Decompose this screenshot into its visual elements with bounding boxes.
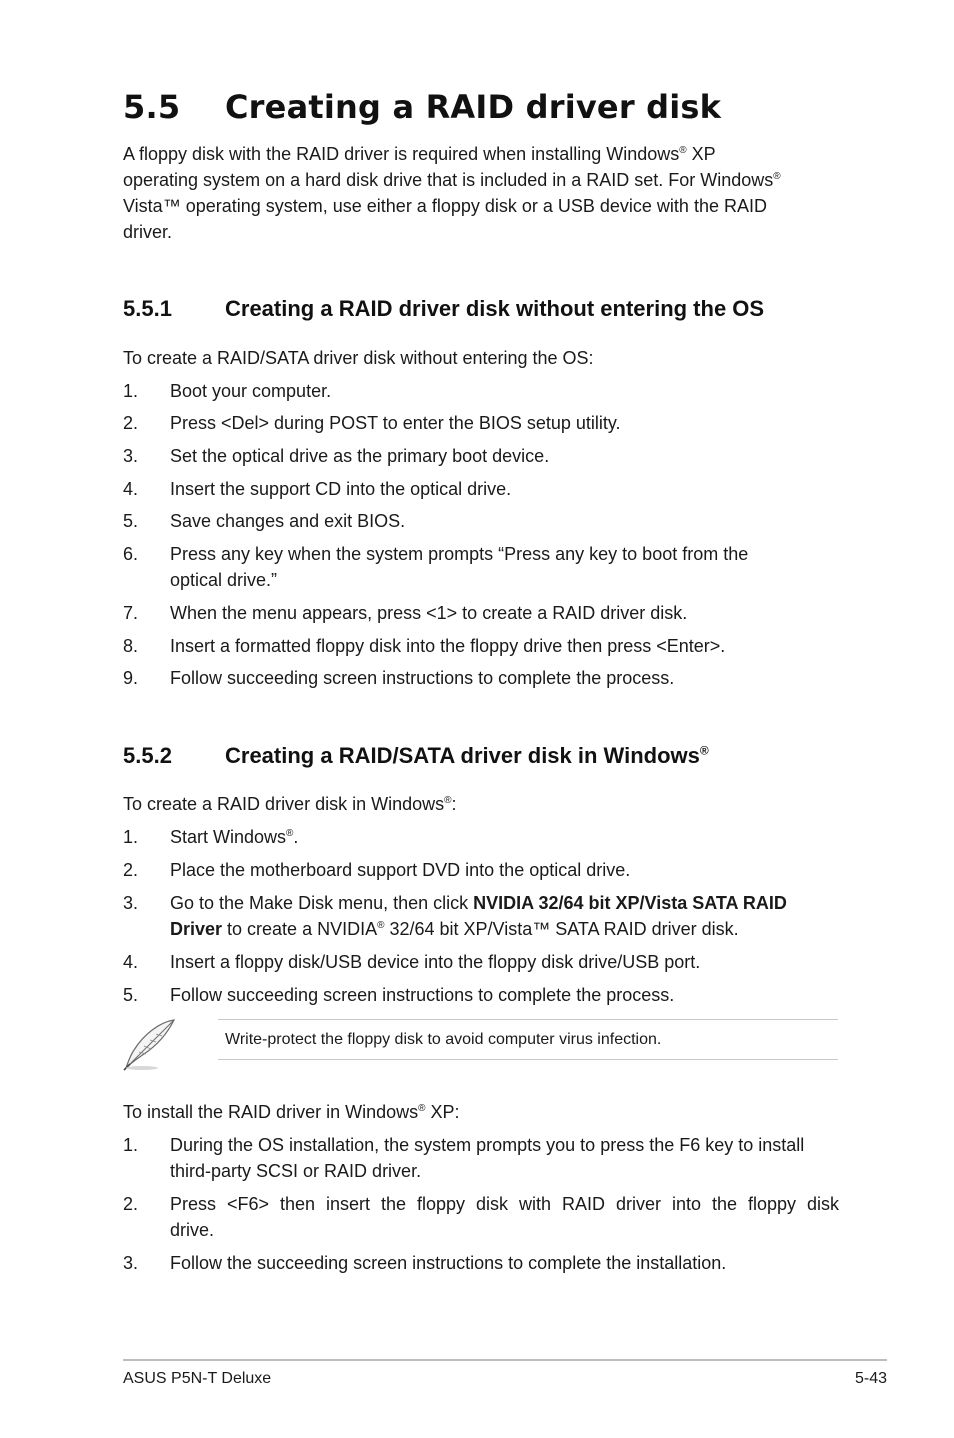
footer-rule: [123, 1359, 887, 1361]
title-number: 5.5: [123, 88, 181, 126]
note-bottom-rule: [218, 1059, 838, 1060]
section-heading-5-5-1: 5.5.1 Creating a RAID driver disk without entering the OS: [123, 296, 765, 321]
intro-line-3: Vista™ operating system, use either a floppy disk or a USB device with the RAID: [123, 196, 767, 216]
section-heading-5-5-2: 5.5.2 Creating a RAID/SATA driver disk in Windows®: [123, 743, 709, 768]
footer-product-name: ASUS P5N-T Deluxe: [123, 1370, 272, 1387]
title-text: Creating a RAID driver disk: [225, 88, 722, 126]
section2-lead: To create a RAID driver disk in Windows®:: [123, 794, 457, 814]
note-top-rule: [218, 1019, 838, 1020]
intro-line-4: driver.: [123, 222, 173, 242]
install-lead: To install the RAID driver in Windows® XP:: [123, 1102, 460, 1122]
footer-page-number: 5-43: [854, 1370, 887, 1387]
intro-line-1: A floppy disk with the RAID driver is required when installing Windows® XP: [123, 144, 716, 164]
note-text: Write-protect the floppy disk to avoid computer virus infection.: [225, 1031, 662, 1048]
feather-quill-icon: [120, 1016, 178, 1072]
intro-line-2: operating system on a hard disk drive that is included in a RAID set. For Windows®: [123, 170, 781, 190]
section1-lead: To create a RAID/SATA driver disk without entering the OS:: [123, 348, 594, 368]
page-title: [123, 88, 721, 126]
manual-page: 5.5 Creating a RAID driver disk A floppy disk with the RAID driver is required when installing Windows® XP operating system on a hard disk drive that is included in a RAID set. For Windows® Vista™ operating system, use either a floppy disk or a USB device with the RAID driver. 5.5.1 Creating a RAID driver disk without entering the OS To create a RAID/SATA driver disk without entering the OS: 1. Boot your computer. 2. Press <Del> during POST to enter the BIOS setup utility. 3. Set the optical drive as the primary boot device. 4. Insert the support CD into the optical drive. 5. Save changes and exit BIOS. 6. Press any key when the system prompts “Press any key to boot from the optical drive.” 7. When the menu appears, press <1> to create a RAID driver disk. 8. Insert a formatted floppy disk into the floppy drive then press <Enter>. 9. Follow succeeding screen instructions to complete the process. 5.5.2 Creating a RAID/SATA driver disk in Windows® To create a RAID driver disk in Windows®: 1. Start Windows®. 2. Place the motherboard support DVD into the optical drive. 3. Go to the Make Disk menu, then click NVIDIA 32/64 bit XP/Vista SATA RAID Driver to create a NVIDIA® 32/64 bit XP/Vista™ SATA RAID driver disk. 4. Insert a floppy disk/USB device into the floppy disk drive/USB port. 5. Follow succeeding screen instructions to complete the process. Write-protect the floppy disk to avoid computer virus infection. To install the RAID driver in Windows® XP: 1. During the OS installation, the system prompts you to press the F6 key to install third-party SCSI or RAID driver. 2. Press <F6> then insert the floppy disk with RAID driver into the floppy disk drive. 3. Follow the succeeding screen instructions to complete the installation. ASUS P5N-T Deluxe 5-43: [0, 0, 954, 1438]
